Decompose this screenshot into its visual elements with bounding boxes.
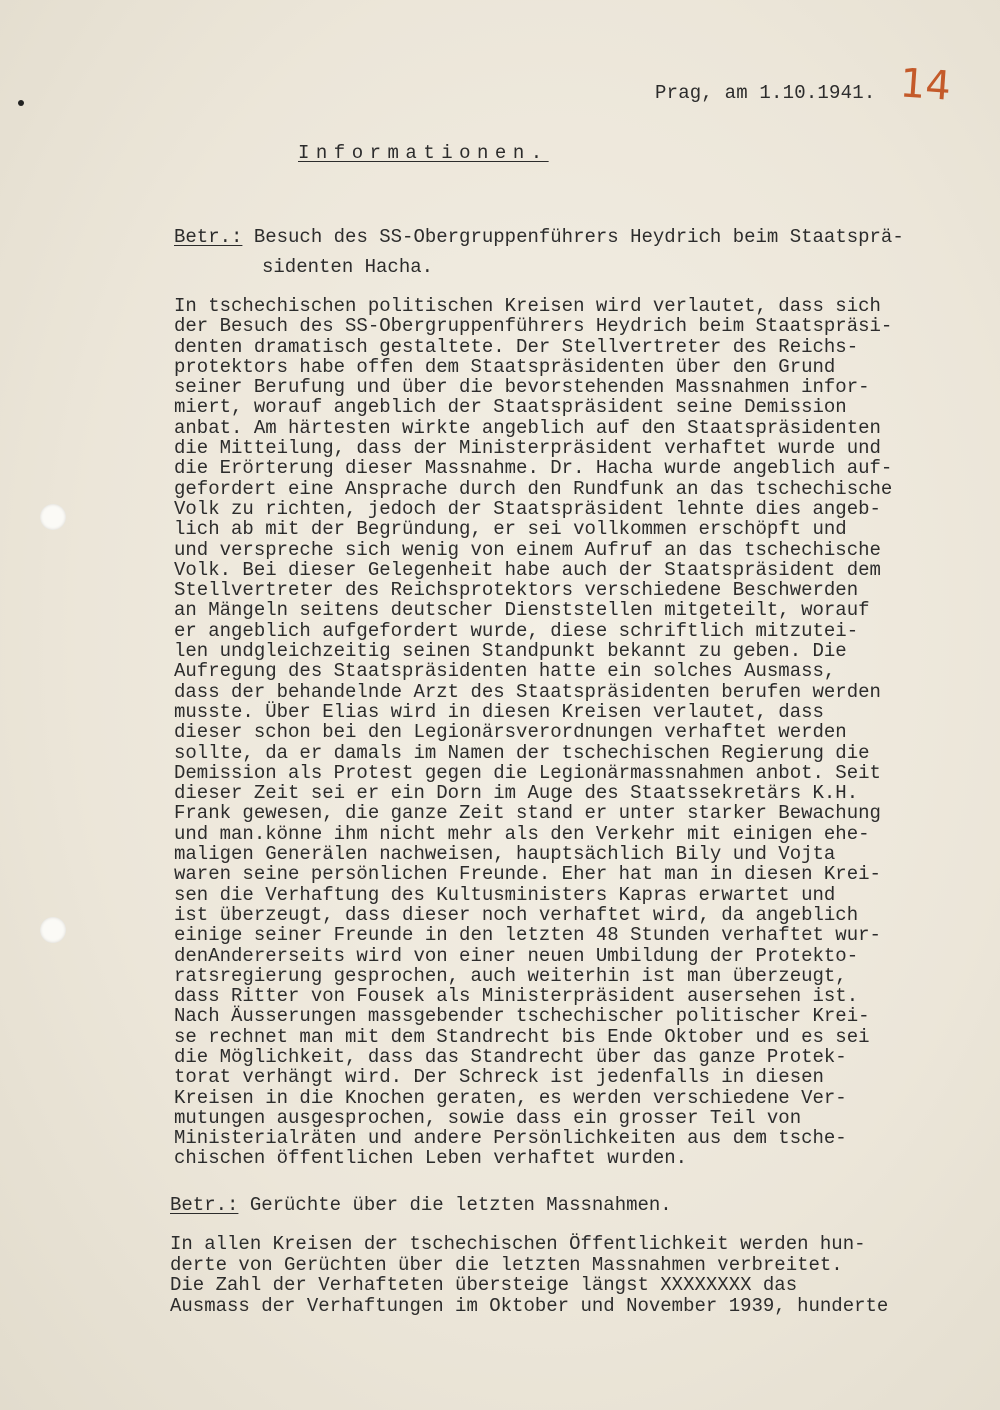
ink-dot xyxy=(18,100,24,106)
text-line: maligen Generälen nachweisen, hauptsächlich Bily und Vojta xyxy=(174,843,836,866)
subject-text: Gerüchte über die letzten Massnahmen. xyxy=(249,1194,672,1216)
text-line: Frank gewesen, die ganze Zeit stand er unter starker Bewachung xyxy=(174,802,881,825)
subject-line-1 xyxy=(174,226,904,248)
text-line: die Mitteilung, dass der Ministerpräsident verhaftet wurde und xyxy=(174,437,881,460)
subject-label: Betr.: xyxy=(170,1194,239,1216)
text-line: ist überzeugt, dass dieser noch verhaftet wird, da angeblich xyxy=(174,903,859,926)
text-line: dass Ritter von Fousek als Ministerpräsident ausersehen ist. xyxy=(174,985,859,1008)
text-line: seiner Berufung und über die bevorstehenden Massnahmen infor- xyxy=(174,376,870,399)
text-line: der Besuch des SS-Obergruppenführers Heydrich beim Staatspräsi- xyxy=(174,315,893,338)
punch-hole-top xyxy=(40,504,66,530)
text-line: Volk zu richten, jedoch der Staatspräsident lehnte dies angeb- xyxy=(174,497,881,520)
text-line: Ausmass der Verhaftungen im Oktober und November 1939, hunderte xyxy=(170,1294,889,1317)
text-line: Ministerialräten und andere Persönlichkeiten aus dem tsche- xyxy=(174,1127,847,1150)
text-line: dieser Zeit sei er ein Dorn im Auge des Staatssekretärs K.H. xyxy=(174,782,859,805)
text-line: waren seine persönlichen Freunde. Eher hat man in diesen Krei- xyxy=(174,863,881,886)
text-line: lich ab mit der Begründung, er sei vollkommen erschöpft und xyxy=(174,518,847,541)
text-line: an Mängeln seitens deutscher Dienststellen mitgeteilt, worauf xyxy=(174,599,870,622)
text-line: er angeblich aufgefordert wurde, diese schriftlich mitzutei- xyxy=(174,619,859,642)
text-line: mutungen ausgesprochen, sowie dass ein grosser Teil von xyxy=(174,1106,802,1129)
text-line: In tschechischen politischen Kreisen wird verlautet, dass sich xyxy=(174,295,881,317)
text-line: Stellvertreter des Reichsprotektors verschiedene Beschwerden xyxy=(174,579,859,602)
text-line: gefordert eine Ansprache durch den Rundfunk an das tschechische xyxy=(174,477,893,500)
document-date: Prag, am 1.10.1941. xyxy=(655,82,876,104)
text-line: die Erörterung dieser Massnahme. Dr. Hacha wurde angeblich auf- xyxy=(174,457,893,480)
text-line: chischen öffentlichen Leben verhaftet wurden. xyxy=(174,1147,688,1170)
text-line: denten dramatisch gestaltete. Der Stellvertreter des Reichs- xyxy=(174,335,859,358)
document-title: Informationen. xyxy=(298,142,549,164)
text-line: denAndererseits wird von einer neuen Umbildung der Protekto- xyxy=(174,944,859,967)
text-line: sollte, da er damals im Namen der tschechischen Regierung die xyxy=(174,741,870,764)
text-line: miert, worauf angeblich der Staatspräsident seine Demission xyxy=(174,396,847,419)
subject-label: Betr.: xyxy=(174,226,243,248)
text-line: len undgleichzeitig seinen Standpunkt bekannt zu geben. Die xyxy=(174,640,847,663)
text-line: und man.könne ihm nicht mehr als den Verkehr mit einigen ehe- xyxy=(174,822,870,845)
text-line: einige seiner Freunde in den letzten 48 Stunden verhaftet wur- xyxy=(174,924,881,947)
text-line: und verspreche sich wenig von einem Aufruf an das tschechische xyxy=(174,538,881,561)
text-line: derte von Gerüchten über die letzten Massnahmen verbreitet. xyxy=(170,1253,843,1276)
text-line: dass der behandelnde Arzt des Staatspräsidenten berufen werden xyxy=(174,680,881,703)
text-line: Nach Äusserungen massgebender tschechischer politischer Krei- xyxy=(174,1005,870,1028)
text-line: Aufregung des Staatspräsidenten hatte ein solches Ausmass, xyxy=(174,660,836,683)
text-line: die Möglichkeit, dass das Standrecht über das ganze Protek- xyxy=(174,1045,847,1068)
text-line: protektors habe offen dem Staatspräsidenten über den Grund xyxy=(174,355,836,378)
text-line: sen die Verhaftung des Kultusministers Kapras erwartet und xyxy=(174,883,836,906)
body-paragraph-2 xyxy=(170,1234,960,1316)
handwritten-page-number: 14 xyxy=(898,60,953,110)
text-line: Die Zahl der Verhafteten übersteige längst XXXXXXXX das xyxy=(170,1274,798,1297)
subject-line-2 xyxy=(170,1194,672,1216)
text-line: Volk. Bei dieser Gelegenheit habe auch der Staatspräsident dem xyxy=(174,558,881,581)
punch-hole-bottom xyxy=(40,917,66,943)
subject-line-1-continued: sidenten Hacha. xyxy=(262,256,434,278)
text-line: anbat. Am härtesten wirkte angeblich auf den Staatspräsidenten xyxy=(174,416,881,439)
subject-text: Besuch des SS-Obergruppenführers Heydrich beim Staatsprä- xyxy=(253,226,904,248)
text-line: se rechnet man mit dem Standrecht bis Ende Oktober und es sei xyxy=(174,1025,870,1048)
body-paragraph-1 xyxy=(174,296,964,1169)
text-line: ratsregierung gesprochen, auch weiterhin ist man überzeugt, xyxy=(174,964,847,987)
text-line: dieser schon bei den Legionärsverordnungen verhaftet werden xyxy=(174,721,847,744)
text-line: In allen Kreisen der tschechischen Öffentlichkeit werden hun- xyxy=(170,1233,866,1255)
text-line: torat verhängt wird. Der Schreck ist jedenfalls in diesen xyxy=(174,1066,824,1089)
text-line: Demission als Protest gegen die Legionärmassnahmen anbot. Seit xyxy=(174,761,881,784)
text-line: Kreisen in die Knochen geraten, es werden verschiedene Ver- xyxy=(174,1086,847,1109)
text-line: musste. Über Elias wird in diesen Kreisen verlautet, dass xyxy=(174,700,824,723)
